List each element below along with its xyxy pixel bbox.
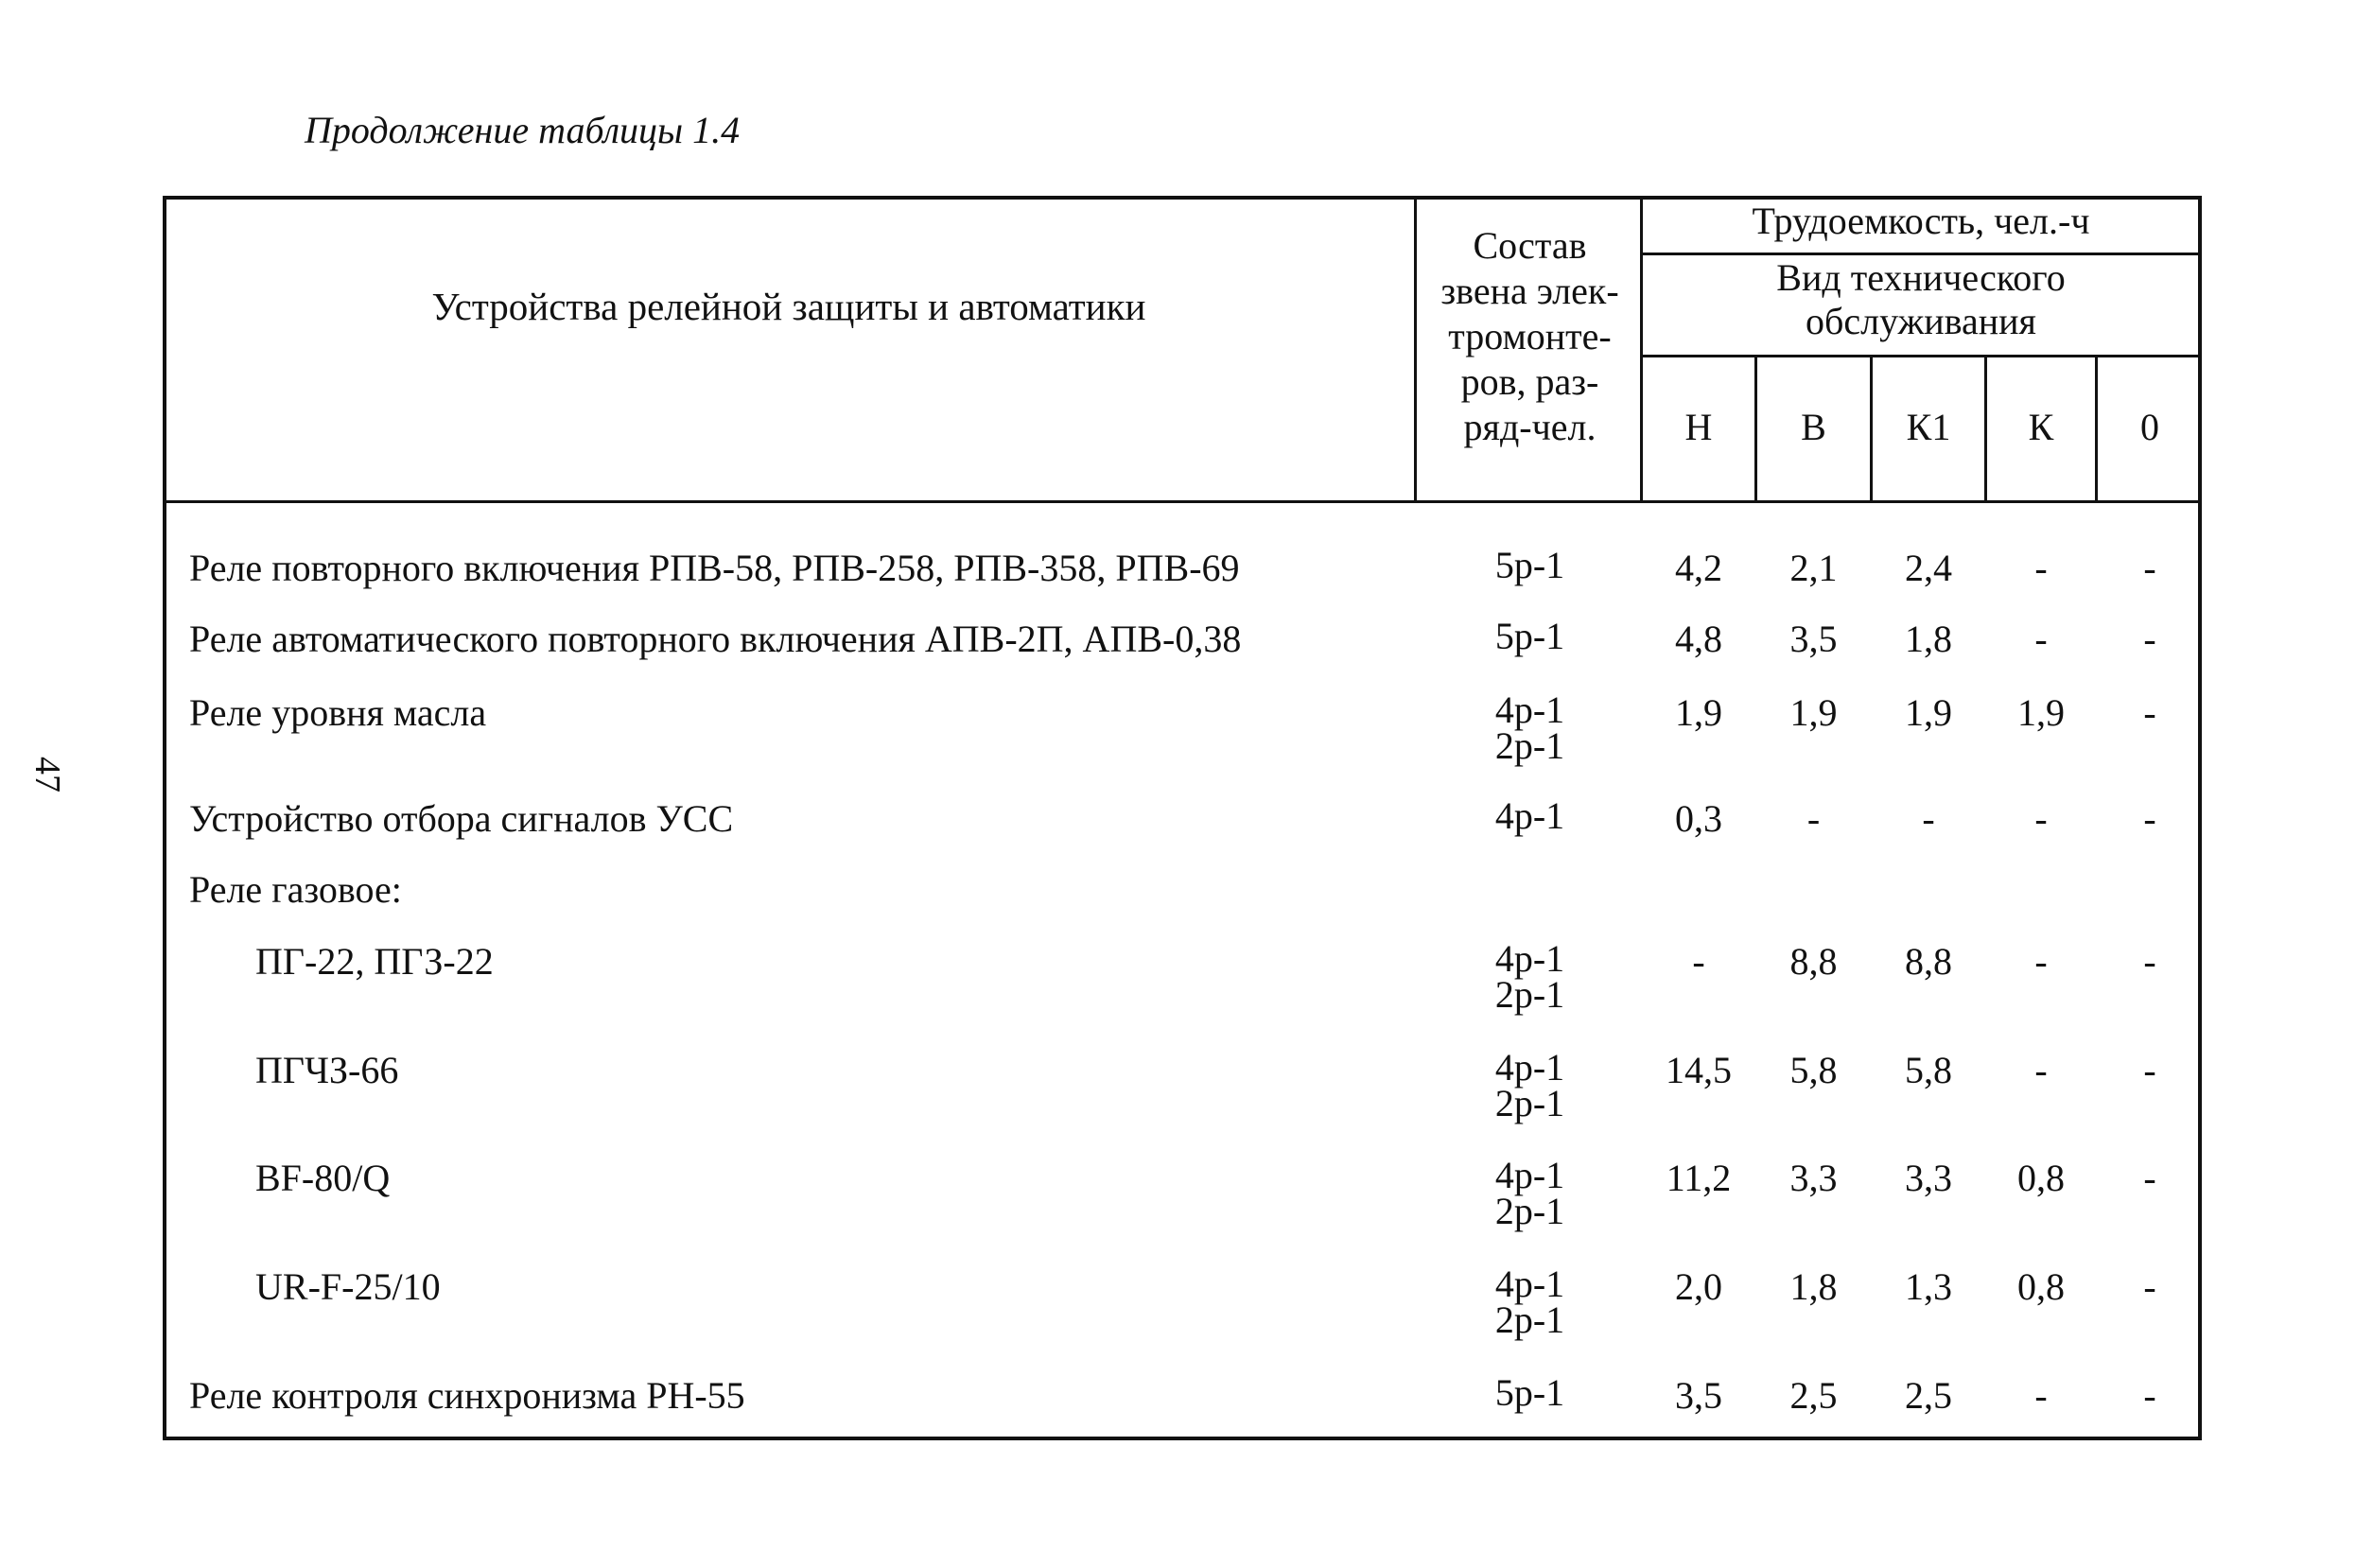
row-value: - <box>2143 691 2156 734</box>
row-device-name: Устройство отбора сигналов УСС <box>189 797 734 840</box>
divider-labor <box>1640 253 2202 255</box>
header-service-type-line: Вид технического <box>1776 256 2066 299</box>
row-crew <box>1419 794 1641 837</box>
header-crew-line: звена элек- <box>1440 270 1619 312</box>
row-value: - <box>2143 618 2156 660</box>
header-crew-line: Состав <box>1473 224 1587 267</box>
row-value: 8,8 <box>1905 940 1952 983</box>
row-value: 2,4 <box>1905 547 1952 589</box>
row-crew-line: 5р-1 <box>1494 544 1565 586</box>
row-value: - <box>2143 797 2156 840</box>
header-col-k: К <box>2028 406 2054 448</box>
row-crew-line: 2р-1 <box>1494 1190 1565 1232</box>
row-value: 1,9 <box>2017 691 2065 734</box>
row-crew <box>1419 1263 1641 1341</box>
row-value: - <box>2034 797 2048 840</box>
row-crew <box>1419 1154 1641 1232</box>
row-value: 1,9 <box>1905 691 1952 734</box>
row-device-name: Реле автоматического повторного включения АПВ-2П, АПВ-0,38 <box>189 618 1242 660</box>
row-crew <box>1419 544 1641 586</box>
row-device-name: BF-80/Q <box>255 1157 391 1199</box>
row-crew-line: 2р-1 <box>1494 724 1565 767</box>
divider-service-type <box>1640 355 2202 357</box>
table-caption: Продолжение таблицы 1.4 <box>305 109 741 151</box>
row-value: - <box>2143 940 2156 983</box>
header-service-type-line: обслуживания <box>1806 300 2036 342</box>
row-value: 11,2 <box>1666 1157 1732 1199</box>
row-value: - <box>2143 547 2156 589</box>
row-value: - <box>2143 1049 2156 1091</box>
row-crew-line: 5р-1 <box>1494 615 1565 657</box>
header-service-type <box>1643 256 2199 343</box>
page-number: 47 <box>27 757 67 793</box>
row-device-name: Реле контроля синхронизма РН-55 <box>189 1374 745 1417</box>
row-value: - <box>2034 940 2048 983</box>
row-crew-line: 4р-1 <box>1494 1154 1565 1196</box>
row-value: - <box>2034 1049 2048 1091</box>
row-value: 1,8 <box>1905 618 1952 660</box>
row-device-name: UR-F-25/10 <box>255 1265 441 1308</box>
row-value: 1,8 <box>1789 1265 1838 1308</box>
row-crew-line: 5р-1 <box>1494 1371 1565 1414</box>
row-value: 1,9 <box>1675 691 1722 734</box>
row-value: - <box>1806 797 1821 840</box>
row-device-name: Реле повторного включения РПВ-58, РПВ-258, РПВ-358, РПВ-69 <box>189 547 1240 589</box>
header-col-0: 0 <box>2140 406 2159 448</box>
row-crew-line: 4р-1 <box>1494 688 1565 731</box>
header-labor: Трудоемкость, чел.-ч <box>1752 200 2090 242</box>
row-crew-line: 4р-1 <box>1494 937 1565 980</box>
row-value: 3,3 <box>1905 1157 1952 1199</box>
row-value: - <box>2143 1265 2156 1308</box>
header-col-k1: К1 <box>1906 406 1951 448</box>
row-crew-line: 2р-1 <box>1494 1082 1565 1124</box>
row-crew-line: 4р-1 <box>1494 1046 1565 1089</box>
row-value: 2,5 <box>1905 1374 1952 1417</box>
row-value: - <box>1692 940 1705 983</box>
row-value: 0,8 <box>2017 1265 2065 1308</box>
row-crew-line: 2р-1 <box>1494 973 1565 1016</box>
row-value: 4,2 <box>1675 547 1722 589</box>
header-crew-line: ров, раз- <box>1460 360 1599 403</box>
row-value: - <box>2034 1374 2048 1417</box>
row-value: 1,9 <box>1789 691 1838 734</box>
row-crew <box>1419 1371 1641 1414</box>
row-crew-line: 2р-1 <box>1494 1298 1565 1341</box>
row-value: 2,0 <box>1675 1265 1722 1308</box>
row-value: - <box>2034 618 2048 660</box>
row-value: 3,3 <box>1789 1157 1838 1199</box>
header-col-n: Н <box>1684 406 1713 448</box>
header-crew-line: тромонте- <box>1448 315 1612 357</box>
row-value: 0,3 <box>1675 797 1722 840</box>
row-value: 3,5 <box>1675 1374 1722 1417</box>
row-value: - <box>1922 797 1935 840</box>
row-device-name: ПГ-22, ПГЗ-22 <box>255 940 494 983</box>
row-value: 4,8 <box>1675 618 1722 660</box>
row-crew-line: 4р-1 <box>1494 1263 1565 1305</box>
row-value: 5,8 <box>1789 1049 1838 1091</box>
divider-crew-left <box>1414 196 1417 503</box>
row-crew <box>1419 615 1641 657</box>
header-col-v: В <box>1801 406 1826 448</box>
row-value: 5,8 <box>1905 1049 1952 1091</box>
row-value: 14,5 <box>1666 1049 1732 1091</box>
header-device: Устройства релейной защиты и автоматики <box>431 285 1146 328</box>
row-device-name: ПГЧЗ-66 <box>255 1049 399 1091</box>
row-crew <box>1419 1046 1641 1124</box>
row-value: 2,5 <box>1789 1374 1838 1417</box>
row-device-name: Реле уровня масла <box>189 691 487 734</box>
row-value: 1,3 <box>1905 1265 1952 1308</box>
row-value: 3,5 <box>1789 618 1838 660</box>
row-value: - <box>2143 1374 2156 1417</box>
row-value: 0,8 <box>2017 1157 2065 1199</box>
header-bottom-rule <box>163 500 2202 503</box>
row-crew-line: 4р-1 <box>1494 794 1565 837</box>
row-value: - <box>2034 547 2048 589</box>
row-value: - <box>2143 1157 2156 1199</box>
header-crew <box>1419 223 1641 450</box>
row-crew <box>1419 688 1641 767</box>
row-value: 2,1 <box>1789 547 1838 589</box>
row-device-name: Реле газовое: <box>189 868 402 911</box>
row-crew <box>1419 937 1641 1016</box>
header-crew-line: ряд-чел. <box>1463 406 1597 448</box>
row-value: 8,8 <box>1789 940 1838 983</box>
